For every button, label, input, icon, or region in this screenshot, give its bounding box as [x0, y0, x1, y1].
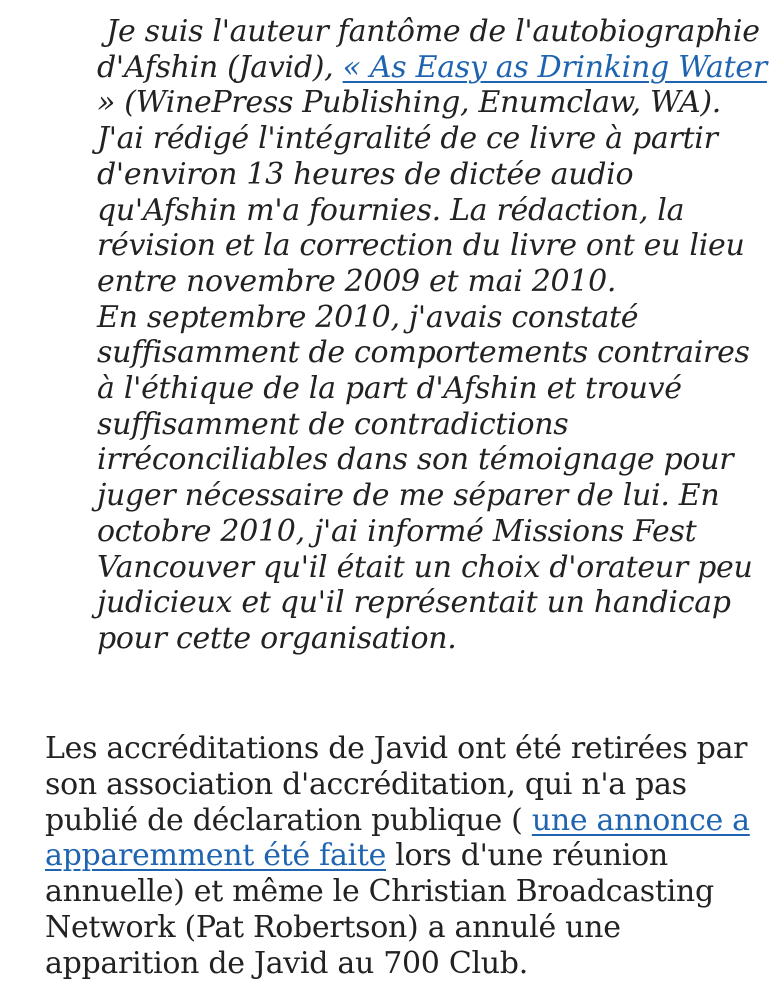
quote-text-after-link: » (WinePress Publishing, Enumclaw, WA). J'ai rédigé l'intégralité de ce livre à partir d'environ 13 heures de dictée audio qu'Afshin m'a fournies. La rédaction, la révision et la correction du livre ont eu lieu entre novembre 2009 et mai 2010.: [97, 85, 745, 299]
blockquote: [97, 14, 767, 657]
announcement-link[interactable]: une annonce a apparemment été faite: [45, 802, 750, 874]
body-text-before-link: Les accréditations de Javid ont été retirées par son association d'accréditation, qui n'a pas publié de déclaration publique (: [45, 731, 748, 838]
article-paragraph: [45, 731, 767, 982]
body-paragraph: [45, 731, 767, 982]
quote-paragraph-1: [97, 14, 767, 300]
quote-paragraph-2: En septembre 2010, j'avais constaté suffisamment de comportements contraires à l'éthique de la part d'Afshin et trouvé suffisamment de contradictions irréconciliables dans son témoignage pour juger nécessaire de me séparer de lui. En octobre 2010, j'ai informé Missions Fest Vancouver qu'il était un choix d'orateur peu judicieux et qu'il représentait un handicap pour cette organisation.: [97, 299, 753, 656]
book-title-link[interactable]: « As Easy as Drinking Water: [342, 49, 767, 85]
body-text-after-link: lors d'une réunion annuelle) et même le Christian Broadcasting Network (Pat Robertson) a annulé une apparition de Javid au 700 Club.: [45, 838, 714, 981]
quote-text-before-link: Je suis l'auteur fantôme de l'autobiographie d'Afshin (Javid),: [97, 14, 760, 85]
